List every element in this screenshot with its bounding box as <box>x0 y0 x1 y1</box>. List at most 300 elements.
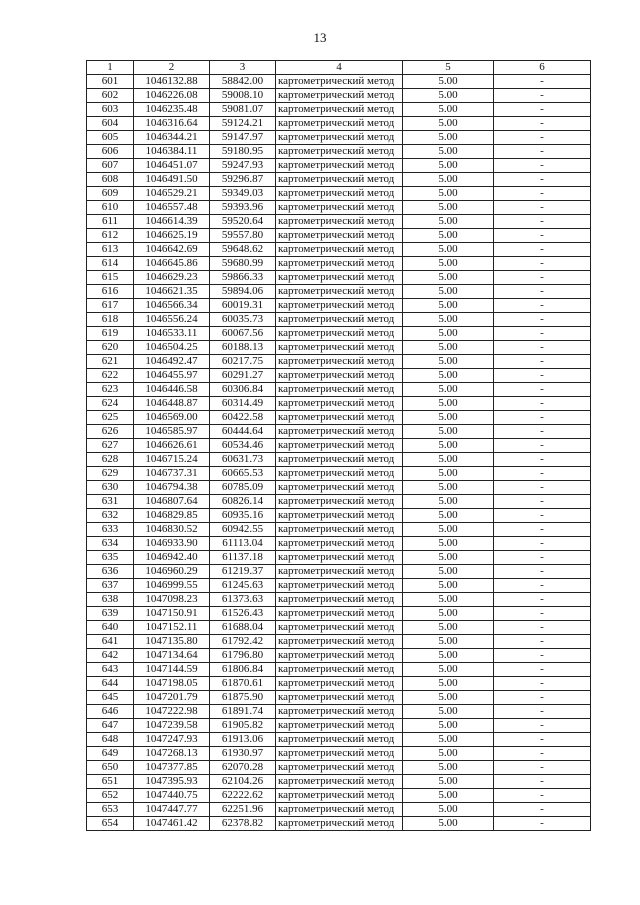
method-cell: картометрический метод <box>276 299 403 313</box>
note-cell: - <box>494 649 591 663</box>
note-cell: - <box>494 89 591 103</box>
method-cell: картометрический метод <box>276 313 403 327</box>
note-cell: - <box>494 817 591 831</box>
note-cell: - <box>494 243 591 257</box>
x-coordinate-cell: 1047098.23 <box>134 593 210 607</box>
method-cell: картометрический метод <box>276 257 403 271</box>
coordinates-table <box>86 60 591 831</box>
table-row <box>87 439 591 453</box>
y-coordinate-cell: 59894.06 <box>210 285 276 299</box>
x-coordinate-cell: 1046960.29 <box>134 565 210 579</box>
y-coordinate-cell: 60314.49 <box>210 397 276 411</box>
table-row <box>87 733 591 747</box>
x-coordinate-cell: 1047152.11 <box>134 621 210 635</box>
table-row <box>87 117 591 131</box>
table-row <box>87 803 591 817</box>
x-coordinate-cell: 1046316.64 <box>134 117 210 131</box>
note-cell: - <box>494 145 591 159</box>
method-cell: картометрический метод <box>276 761 403 775</box>
y-coordinate-cell: 59680.99 <box>210 257 276 271</box>
header-col-2: 2 <box>134 61 210 75</box>
error-value-cell: 5.00 <box>403 453 494 467</box>
note-cell: - <box>494 159 591 173</box>
note-cell: - <box>494 593 591 607</box>
point-number-cell: 613 <box>87 243 134 257</box>
point-number-cell: 628 <box>87 453 134 467</box>
error-value-cell: 5.00 <box>403 173 494 187</box>
note-cell: - <box>494 285 591 299</box>
error-value-cell: 5.00 <box>403 817 494 831</box>
y-coordinate-cell: 61913.06 <box>210 733 276 747</box>
method-cell: картометрический метод <box>276 453 403 467</box>
y-coordinate-cell: 61526.43 <box>210 607 276 621</box>
error-value-cell: 5.00 <box>403 663 494 677</box>
error-value-cell: 5.00 <box>403 495 494 509</box>
error-value-cell: 5.00 <box>403 439 494 453</box>
note-cell: - <box>494 173 591 187</box>
x-coordinate-cell: 1046626.61 <box>134 439 210 453</box>
x-coordinate-cell: 1046448.87 <box>134 397 210 411</box>
x-coordinate-cell: 1046621.35 <box>134 285 210 299</box>
method-cell: картометрический метод <box>276 145 403 159</box>
table-row <box>87 453 591 467</box>
point-number-cell: 637 <box>87 579 134 593</box>
x-coordinate-cell: 1046533.11 <box>134 327 210 341</box>
method-cell: картометрический метод <box>276 775 403 789</box>
point-number-cell: 633 <box>87 523 134 537</box>
error-value-cell: 5.00 <box>403 145 494 159</box>
table-row <box>87 355 591 369</box>
point-number-cell: 648 <box>87 733 134 747</box>
method-cell: картометрический метод <box>276 117 403 131</box>
table-row <box>87 537 591 551</box>
error-value-cell: 5.00 <box>403 89 494 103</box>
note-cell: - <box>494 803 591 817</box>
method-cell: картометрический метод <box>276 243 403 257</box>
method-cell: картометрический метод <box>276 103 403 117</box>
y-coordinate-cell: 62104.26 <box>210 775 276 789</box>
y-coordinate-cell: 60291.27 <box>210 369 276 383</box>
x-coordinate-cell: 1046446.58 <box>134 383 210 397</box>
error-value-cell: 5.00 <box>403 705 494 719</box>
method-cell: картометрический метод <box>276 537 403 551</box>
x-coordinate-cell: 1047268.13 <box>134 747 210 761</box>
note-cell: - <box>494 299 591 313</box>
table-row <box>87 663 591 677</box>
error-value-cell: 5.00 <box>403 201 494 215</box>
note-cell: - <box>494 327 591 341</box>
error-value-cell: 5.00 <box>403 733 494 747</box>
point-number-cell: 647 <box>87 719 134 733</box>
point-number-cell: 606 <box>87 145 134 159</box>
y-coordinate-cell: 61137.18 <box>210 551 276 565</box>
point-number-cell: 601 <box>87 75 134 89</box>
point-number-cell: 624 <box>87 397 134 411</box>
note-cell: - <box>494 425 591 439</box>
note-cell: - <box>494 257 591 271</box>
x-coordinate-cell: 1046569.00 <box>134 411 210 425</box>
y-coordinate-cell: 59393.96 <box>210 201 276 215</box>
y-coordinate-cell: 61891.74 <box>210 705 276 719</box>
method-cell: картометрический метод <box>276 439 403 453</box>
point-number-cell: 639 <box>87 607 134 621</box>
table-row <box>87 649 591 663</box>
point-number-cell: 650 <box>87 761 134 775</box>
table-row <box>87 677 591 691</box>
y-coordinate-cell: 61792.42 <box>210 635 276 649</box>
table-header-row <box>87 61 591 75</box>
error-value-cell: 5.00 <box>403 537 494 551</box>
header-col-1: 1 <box>87 61 134 75</box>
x-coordinate-cell: 1046999.55 <box>134 579 210 593</box>
table-row <box>87 411 591 425</box>
error-value-cell: 5.00 <box>403 565 494 579</box>
point-number-cell: 608 <box>87 173 134 187</box>
point-number-cell: 632 <box>87 509 134 523</box>
note-cell: - <box>494 481 591 495</box>
point-number-cell: 623 <box>87 383 134 397</box>
error-value-cell: 5.00 <box>403 187 494 201</box>
note-cell: - <box>494 775 591 789</box>
x-coordinate-cell: 1046629.23 <box>134 271 210 285</box>
table-row <box>87 159 591 173</box>
y-coordinate-cell: 60422.58 <box>210 411 276 425</box>
method-cell: картометрический метод <box>276 187 403 201</box>
table-row <box>87 131 591 145</box>
table-row <box>87 775 591 789</box>
y-coordinate-cell: 62222.62 <box>210 789 276 803</box>
y-coordinate-cell: 60035.73 <box>210 313 276 327</box>
x-coordinate-cell: 1047222.98 <box>134 705 210 719</box>
header-col-3: 3 <box>210 61 276 75</box>
table-row <box>87 495 591 509</box>
method-cell: картометрический метод <box>276 411 403 425</box>
point-number-cell: 636 <box>87 565 134 579</box>
error-value-cell: 5.00 <box>403 789 494 803</box>
y-coordinate-cell: 61806.84 <box>210 663 276 677</box>
x-coordinate-cell: 1047447.77 <box>134 803 210 817</box>
point-number-cell: 615 <box>87 271 134 285</box>
point-number-cell: 626 <box>87 425 134 439</box>
y-coordinate-cell: 60217.75 <box>210 355 276 369</box>
method-cell: картометрический метод <box>276 131 403 145</box>
table-body <box>87 75 591 831</box>
method-cell: картометрический метод <box>276 719 403 733</box>
x-coordinate-cell: 1046492.47 <box>134 355 210 369</box>
table-row <box>87 229 591 243</box>
point-number-cell: 641 <box>87 635 134 649</box>
note-cell: - <box>494 439 591 453</box>
method-cell: картометрический метод <box>276 579 403 593</box>
method-cell: картометрический метод <box>276 201 403 215</box>
note-cell: - <box>494 509 591 523</box>
error-value-cell: 5.00 <box>403 327 494 341</box>
point-number-cell: 607 <box>87 159 134 173</box>
point-number-cell: 645 <box>87 691 134 705</box>
y-coordinate-cell: 60306.84 <box>210 383 276 397</box>
method-cell: картометрический метод <box>276 397 403 411</box>
method-cell: картометрический метод <box>276 691 403 705</box>
note-cell: - <box>494 229 591 243</box>
page-number: 13 <box>313 30 327 45</box>
method-cell: картометрический метод <box>276 425 403 439</box>
note-cell: - <box>494 117 591 131</box>
table-row <box>87 201 591 215</box>
x-coordinate-cell: 1046794.38 <box>134 481 210 495</box>
x-coordinate-cell: 1046235.48 <box>134 103 210 117</box>
y-coordinate-cell: 60785.09 <box>210 481 276 495</box>
error-value-cell: 5.00 <box>403 621 494 635</box>
error-value-cell: 5.00 <box>403 523 494 537</box>
table-row <box>87 565 591 579</box>
y-coordinate-cell: 60019.31 <box>210 299 276 313</box>
point-number-cell: 630 <box>87 481 134 495</box>
note-cell: - <box>494 579 591 593</box>
method-cell: картометрический метод <box>276 229 403 243</box>
table-row <box>87 607 591 621</box>
x-coordinate-cell: 1046645.86 <box>134 257 210 271</box>
x-coordinate-cell: 1047144.59 <box>134 663 210 677</box>
y-coordinate-cell: 59081.07 <box>210 103 276 117</box>
x-coordinate-cell: 1047134.64 <box>134 649 210 663</box>
error-value-cell: 5.00 <box>403 257 494 271</box>
method-cell: картометрический метод <box>276 369 403 383</box>
y-coordinate-cell: 61875.90 <box>210 691 276 705</box>
x-coordinate-cell: 1047440.75 <box>134 789 210 803</box>
error-value-cell: 5.00 <box>403 649 494 663</box>
table-row <box>87 761 591 775</box>
method-cell: картометрический метод <box>276 495 403 509</box>
x-coordinate-cell: 1046642.69 <box>134 243 210 257</box>
x-coordinate-cell: 1046566.34 <box>134 299 210 313</box>
note-cell: - <box>494 201 591 215</box>
x-coordinate-cell: 1046384.11 <box>134 145 210 159</box>
point-number-cell: 644 <box>87 677 134 691</box>
method-cell: картометрический метод <box>276 271 403 285</box>
note-cell: - <box>494 75 591 89</box>
error-value-cell: 5.00 <box>403 229 494 243</box>
y-coordinate-cell: 61905.82 <box>210 719 276 733</box>
method-cell: картометрический метод <box>276 649 403 663</box>
error-value-cell: 5.00 <box>403 313 494 327</box>
note-cell: - <box>494 411 591 425</box>
y-coordinate-cell: 59520.64 <box>210 215 276 229</box>
method-cell: картометрический метод <box>276 551 403 565</box>
error-value-cell: 5.00 <box>403 761 494 775</box>
note-cell: - <box>494 187 591 201</box>
x-coordinate-cell: 1046226.08 <box>134 89 210 103</box>
table-row <box>87 285 591 299</box>
header-col-6: 6 <box>494 61 591 75</box>
table-row <box>87 215 591 229</box>
x-coordinate-cell: 1047135.80 <box>134 635 210 649</box>
method-cell: картометрический метод <box>276 75 403 89</box>
method-cell: картометрический метод <box>276 509 403 523</box>
x-coordinate-cell: 1046807.64 <box>134 495 210 509</box>
note-cell: - <box>494 761 591 775</box>
error-value-cell: 5.00 <box>403 243 494 257</box>
point-number-cell: 604 <box>87 117 134 131</box>
method-cell: картометрический метод <box>276 747 403 761</box>
table-row <box>87 719 591 733</box>
error-value-cell: 5.00 <box>403 677 494 691</box>
point-number-cell: 634 <box>87 537 134 551</box>
y-coordinate-cell: 62070.28 <box>210 761 276 775</box>
y-coordinate-cell: 60067.56 <box>210 327 276 341</box>
method-cell: картометрический метод <box>276 593 403 607</box>
point-number-cell: 635 <box>87 551 134 565</box>
point-number-cell: 642 <box>87 649 134 663</box>
note-cell: - <box>494 453 591 467</box>
error-value-cell: 5.00 <box>403 411 494 425</box>
table-row <box>87 341 591 355</box>
table-row <box>87 579 591 593</box>
point-number-cell: 620 <box>87 341 134 355</box>
point-number-cell: 621 <box>87 355 134 369</box>
y-coordinate-cell: 59124.21 <box>210 117 276 131</box>
method-cell: картометрический метод <box>276 481 403 495</box>
y-coordinate-cell: 59247.93 <box>210 159 276 173</box>
error-value-cell: 5.00 <box>403 467 494 481</box>
note-cell: - <box>494 103 591 117</box>
note-cell: - <box>494 383 591 397</box>
table-row <box>87 509 591 523</box>
point-number-cell: 629 <box>87 467 134 481</box>
method-cell: картометрический метод <box>276 523 403 537</box>
error-value-cell: 5.00 <box>403 719 494 733</box>
error-value-cell: 5.00 <box>403 271 494 285</box>
x-coordinate-cell: 1046625.19 <box>134 229 210 243</box>
method-cell: картометрический метод <box>276 355 403 369</box>
method-cell: картометрический метод <box>276 341 403 355</box>
y-coordinate-cell: 58842.00 <box>210 75 276 89</box>
x-coordinate-cell: 1046529.21 <box>134 187 210 201</box>
x-coordinate-cell: 1046557.48 <box>134 201 210 215</box>
method-cell: картометрический метод <box>276 607 403 621</box>
table-row <box>87 145 591 159</box>
error-value-cell: 5.00 <box>403 635 494 649</box>
y-coordinate-cell: 60942.55 <box>210 523 276 537</box>
x-coordinate-cell: 1046585.97 <box>134 425 210 439</box>
point-number-cell: 654 <box>87 817 134 831</box>
y-coordinate-cell: 59180.95 <box>210 145 276 159</box>
y-coordinate-cell: 61688.04 <box>210 621 276 635</box>
method-cell: картометрический метод <box>276 565 403 579</box>
error-value-cell: 5.00 <box>403 117 494 131</box>
note-cell: - <box>494 551 591 565</box>
y-coordinate-cell: 61796.80 <box>210 649 276 663</box>
table-row <box>87 369 591 383</box>
note-cell: - <box>494 747 591 761</box>
table-row <box>87 327 591 341</box>
y-coordinate-cell: 59296.87 <box>210 173 276 187</box>
table-row <box>87 187 591 201</box>
x-coordinate-cell: 1047239.58 <box>134 719 210 733</box>
note-cell: - <box>494 537 591 551</box>
error-value-cell: 5.00 <box>403 341 494 355</box>
y-coordinate-cell: 61373.63 <box>210 593 276 607</box>
x-coordinate-cell: 1046556.24 <box>134 313 210 327</box>
error-value-cell: 5.00 <box>403 75 494 89</box>
method-cell: картометрический метод <box>276 89 403 103</box>
table-row <box>87 789 591 803</box>
note-cell: - <box>494 523 591 537</box>
point-number-cell: 638 <box>87 593 134 607</box>
y-coordinate-cell: 61245.63 <box>210 579 276 593</box>
y-coordinate-cell: 60665.53 <box>210 467 276 481</box>
point-number-cell: 609 <box>87 187 134 201</box>
method-cell: картометрический метод <box>276 817 403 831</box>
table-row <box>87 523 591 537</box>
method-cell: картометрический метод <box>276 677 403 691</box>
error-value-cell: 5.00 <box>403 551 494 565</box>
table-row <box>87 481 591 495</box>
note-cell: - <box>494 663 591 677</box>
x-coordinate-cell: 1046504.25 <box>134 341 210 355</box>
y-coordinate-cell: 59147.97 <box>210 131 276 145</box>
method-cell: картометрический метод <box>276 173 403 187</box>
error-value-cell: 5.00 <box>403 747 494 761</box>
table-row <box>87 705 591 719</box>
method-cell: картометрический метод <box>276 383 403 397</box>
y-coordinate-cell: 59349.03 <box>210 187 276 201</box>
header-col-5: 5 <box>403 61 494 75</box>
table-row <box>87 89 591 103</box>
table-row <box>87 313 591 327</box>
y-coordinate-cell: 59866.33 <box>210 271 276 285</box>
point-number-cell: 614 <box>87 257 134 271</box>
note-cell: - <box>494 341 591 355</box>
point-number-cell: 652 <box>87 789 134 803</box>
x-coordinate-cell: 1046455.97 <box>134 369 210 383</box>
point-number-cell: 651 <box>87 775 134 789</box>
x-coordinate-cell: 1046737.31 <box>134 467 210 481</box>
note-cell: - <box>494 369 591 383</box>
method-cell: картометрический метод <box>276 733 403 747</box>
error-value-cell: 5.00 <box>403 607 494 621</box>
y-coordinate-cell: 60444.64 <box>210 425 276 439</box>
header-col-4: 4 <box>276 61 403 75</box>
table-row <box>87 817 591 831</box>
error-value-cell: 5.00 <box>403 593 494 607</box>
point-number-cell: 602 <box>87 89 134 103</box>
point-number-cell: 605 <box>87 131 134 145</box>
x-coordinate-cell: 1046829.85 <box>134 509 210 523</box>
x-coordinate-cell: 1047377.85 <box>134 761 210 775</box>
note-cell: - <box>494 131 591 145</box>
point-number-cell: 643 <box>87 663 134 677</box>
note-cell: - <box>494 271 591 285</box>
note-cell: - <box>494 635 591 649</box>
point-number-cell: 610 <box>87 201 134 215</box>
table-row <box>87 103 591 117</box>
note-cell: - <box>494 691 591 705</box>
note-cell: - <box>494 313 591 327</box>
error-value-cell: 5.00 <box>403 159 494 173</box>
point-number-cell: 625 <box>87 411 134 425</box>
error-value-cell: 5.00 <box>403 299 494 313</box>
y-coordinate-cell: 61870.61 <box>210 677 276 691</box>
point-number-cell: 640 <box>87 621 134 635</box>
table-row <box>87 397 591 411</box>
x-coordinate-cell: 1046344.21 <box>134 131 210 145</box>
table-row <box>87 635 591 649</box>
point-number-cell: 617 <box>87 299 134 313</box>
error-value-cell: 5.00 <box>403 579 494 593</box>
point-number-cell: 612 <box>87 229 134 243</box>
table-row <box>87 299 591 313</box>
error-value-cell: 5.00 <box>403 425 494 439</box>
